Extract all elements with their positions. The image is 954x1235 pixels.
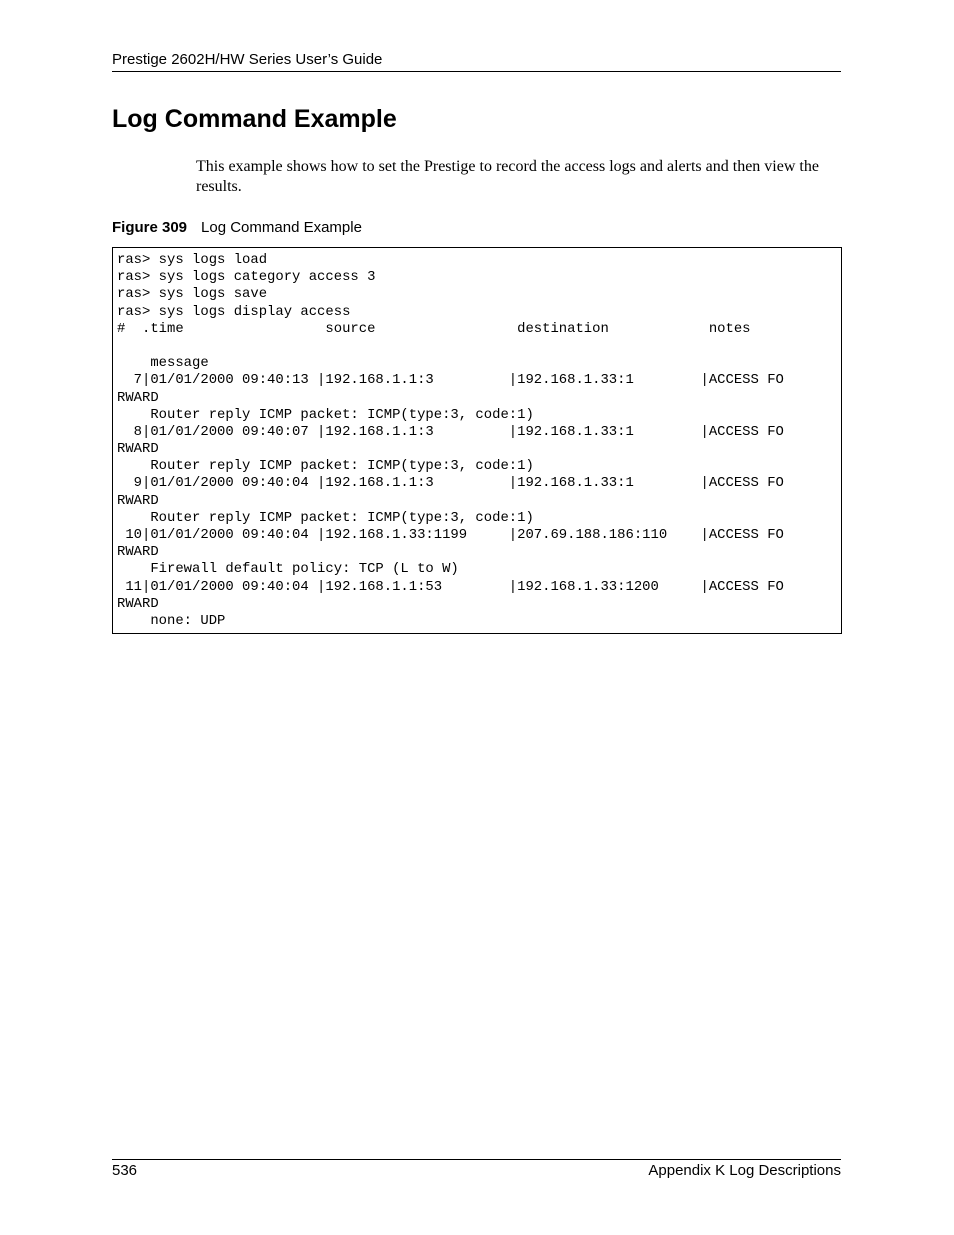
guide-title: Prestige 2602H/HW Series User’s Guide [112,51,383,68]
code-line: RWARD [117,389,159,406]
code-line: RWARD [117,595,159,612]
page-number: 536 [112,1162,138,1179]
code-line: 10|01/01/2000 09:40:04 |192.168.1.33:1199 |207.69.188.186:110 |ACCESS FO [117,527,784,543]
figure-caption [112,218,362,238]
code-line: ras> sys logs display access [117,303,351,320]
code-line: RWARD [117,492,159,509]
code-line: Router reply ICMP packet: ICMP(type:3, code:1) [117,406,534,423]
code-line: ras> sys logs category access 3 [117,269,376,286]
code-line: 11|01/01/2000 09:40:04 |192.168.1.1:53 |192.168.1.33:1200 |ACCESS FO [117,578,784,595]
code-line: Router reply ICMP packet: ICMP(type:3, code:1) [117,458,534,475]
code-line: Firewall default policy: TCP (L to W) [117,561,459,578]
footer-section-title: Appendix K Log Descriptions [648,1162,841,1179]
code-line: ras> sys logs load [117,252,268,268]
code-line [117,338,841,355]
code-line: RWARD [117,544,159,561]
code-line: Router reply ICMP packet: ICMP(type:3, code:1) [117,509,534,526]
section-heading: Log Command Example [112,105,397,133]
intro-paragraph: This example shows how to set the Prestige to record the access logs and alerts and then view the results. [196,158,819,195]
code-line: # .time source destination notes [117,320,751,337]
code-line: none: UDP [117,612,226,629]
running-header [112,50,841,72]
code-line: ras> sys logs save [117,286,268,303]
code-block [113,248,841,630]
code-example-box [112,247,842,634]
figure-number: Figure 309 [112,219,188,236]
code-line: RWARD [117,441,159,458]
code-line: 9|01/01/2000 09:40:04 |192.168.1.1:3 |192.168.1.33:1 |ACCESS FO [117,475,784,492]
running-footer [112,1159,841,1181]
figure-title: Log Command Example [201,219,362,236]
code-line: 7|01/01/2000 09:40:13 |192.168.1.1:3 |192.168.1.33:1 |ACCESS FO [117,372,784,389]
code-line: message [117,355,209,372]
code-line: 8|01/01/2000 09:40:07 |192.168.1.1:3 |192.168.1.33:1 |ACCESS FO [117,423,784,440]
